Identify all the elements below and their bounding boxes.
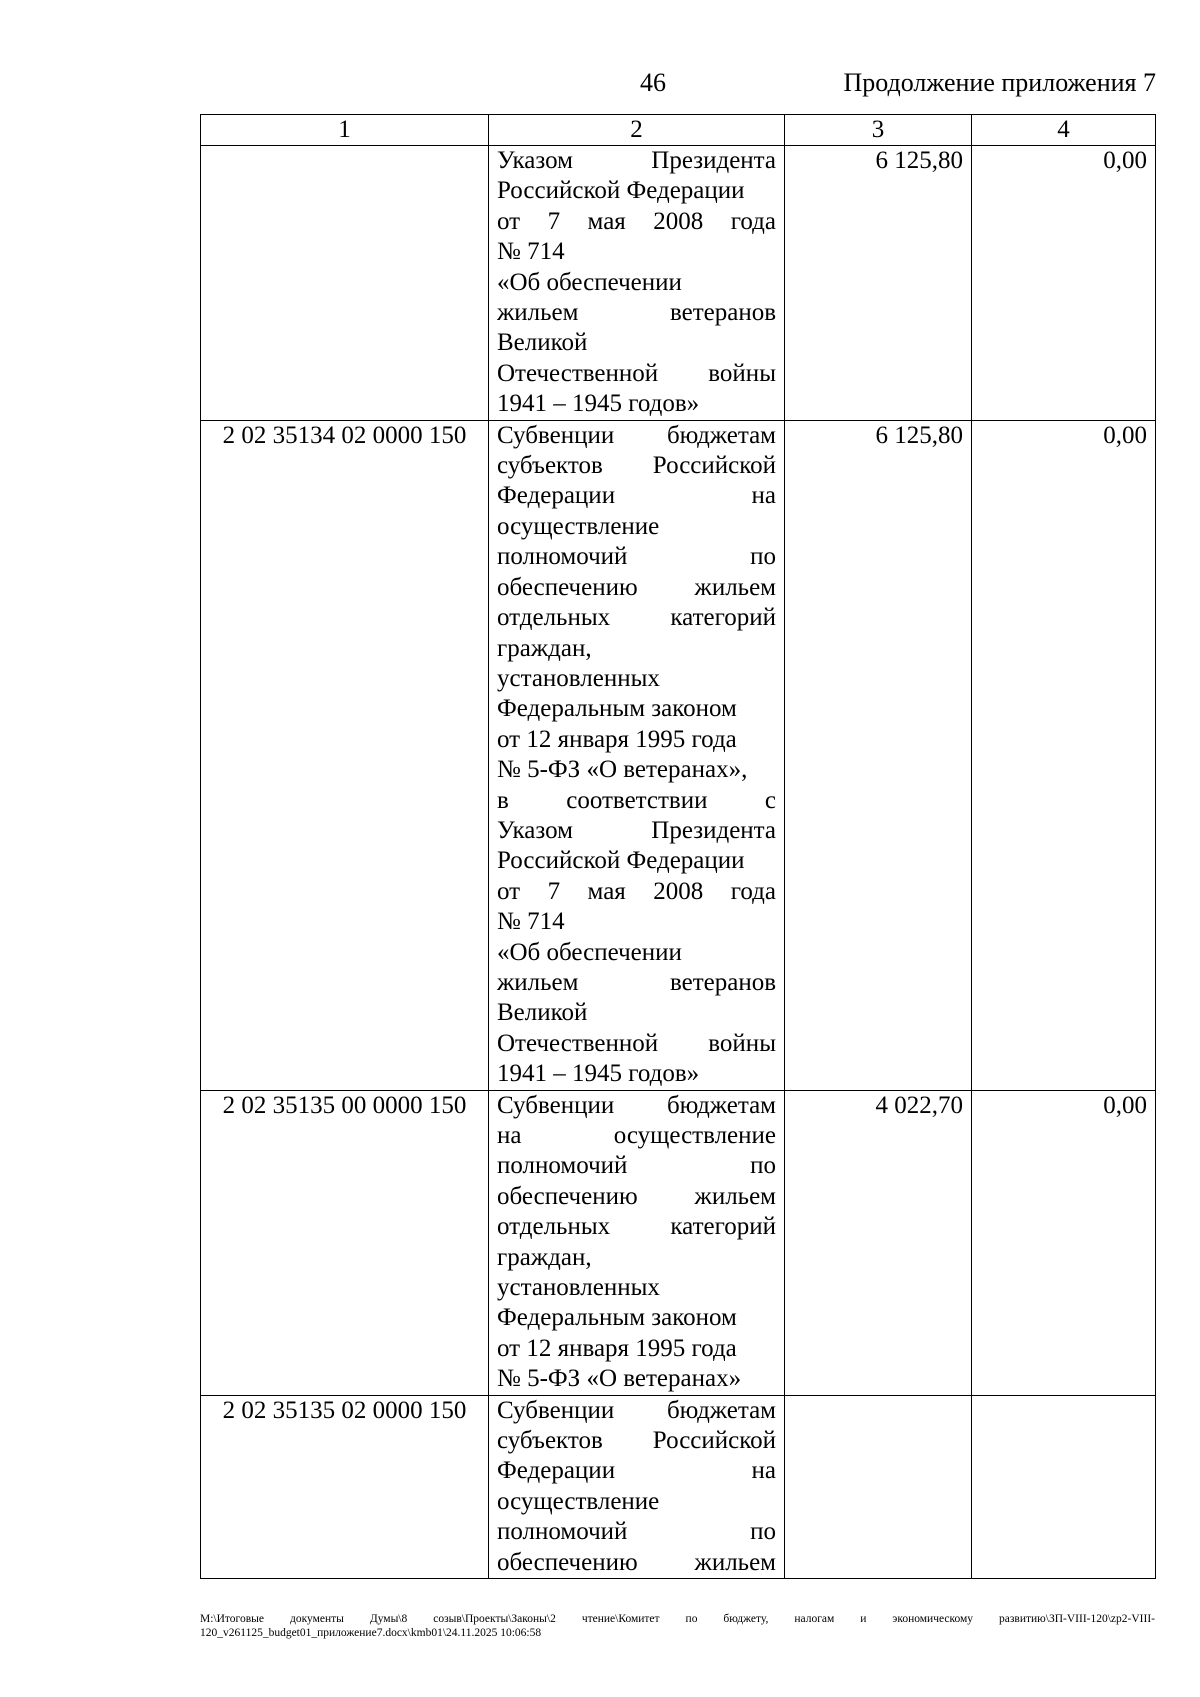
description-line: Великой xyxy=(497,329,588,357)
budget-code-cell xyxy=(201,146,489,421)
description-line: Указом Президента xyxy=(497,147,776,174)
description-line: отдельных категорий xyxy=(497,1213,776,1241)
description-line: «Об обеспечении xyxy=(497,268,682,296)
description-line: полномочий по xyxy=(497,1152,776,1180)
description-line: № 714 xyxy=(497,238,565,266)
description-line: от 7 мая 2008 года xyxy=(497,207,776,235)
description-line: «Об обеспечении xyxy=(497,938,682,966)
description-cell xyxy=(489,1395,785,1578)
description-line: Федерации на xyxy=(497,482,776,510)
description-line: отдельных категорий xyxy=(497,604,776,632)
table-row xyxy=(201,1395,1156,1578)
amount-col3-cell: 4 022,70 xyxy=(785,1090,972,1395)
description-line: в соответствии с xyxy=(497,786,776,814)
budget-code-cell: 2 02 35135 00 0000 150 xyxy=(201,1090,489,1395)
description-line: от 7 мая 2008 года xyxy=(497,877,776,905)
description-line: Субвенции бюджетам xyxy=(497,1091,776,1119)
column-header-4: 4 xyxy=(972,115,1156,146)
description-line: обеспечению жильем xyxy=(497,1548,776,1576)
description-line: жильем ветеранов xyxy=(497,299,776,327)
description-line: установленных xyxy=(497,1274,660,1302)
description-line: обеспечению жильем xyxy=(497,1182,776,1210)
description-line: № 5-ФЗ «О ветеранах», xyxy=(497,756,748,784)
appendix-continuation-label: Продолжение приложения 7 xyxy=(843,68,1156,97)
column-header-3: 3 xyxy=(785,115,972,146)
column-header-1: 1 xyxy=(201,115,489,146)
description-line: на осуществление xyxy=(497,1122,776,1149)
amount-col4-cell xyxy=(972,1395,1156,1578)
description-line: Субвенции бюджетам xyxy=(497,1396,776,1424)
description-line: от 12 января 1995 года xyxy=(497,725,737,753)
description-line: Отечественной войны xyxy=(497,1029,776,1057)
description-line: Отечественной войны xyxy=(497,359,776,387)
description-line: полномочий по xyxy=(497,543,776,571)
amount-col3-cell: 6 125,80 xyxy=(785,146,972,421)
description-line: установленных xyxy=(497,664,660,692)
description-line: Федерации на xyxy=(497,1457,776,1485)
description-line: 1941 – 1945 годов» xyxy=(497,390,700,418)
description-line: осуществление xyxy=(497,512,660,540)
column-header-2: 2 xyxy=(489,115,785,146)
description-cell xyxy=(489,146,785,421)
description-line: Российской Федерации xyxy=(497,847,745,875)
description-line: граждан, xyxy=(497,634,592,662)
amount-col3-cell xyxy=(785,1395,972,1578)
description-line: Федеральным законом xyxy=(497,1304,737,1332)
file-path-line-2: 120_v261125_budget01_приложение7.docx\kmb01\24.11.2025 10:06:58 xyxy=(200,1627,542,1639)
description-line: Великой xyxy=(497,999,588,1027)
description-cell xyxy=(489,1090,785,1395)
file-path-footer xyxy=(200,1612,1155,1640)
description-line: № 714 xyxy=(497,908,565,936)
table-row xyxy=(201,1090,1156,1395)
description-line: субъектов Российской xyxy=(497,452,776,480)
table-header-row xyxy=(201,115,1156,146)
description-line: Российской Федерации xyxy=(497,177,745,205)
table-row xyxy=(201,146,1156,421)
description-line: 1941 – 1945 годов» xyxy=(497,1060,700,1088)
amount-col4-cell: 0,00 xyxy=(972,420,1156,1090)
amount-col3-cell: 6 125,80 xyxy=(785,420,972,1090)
description-line: полномочий по xyxy=(497,1518,776,1546)
amount-col4-cell: 0,00 xyxy=(972,1090,1156,1395)
description-line: осуществление xyxy=(497,1487,660,1515)
description-line: обеспечению жильем xyxy=(497,573,776,601)
table-row xyxy=(201,420,1156,1090)
amount-col4-cell: 0,00 xyxy=(972,146,1156,421)
description-line: Федеральным законом xyxy=(497,695,737,723)
description-line: от 12 января 1995 года xyxy=(497,1334,737,1362)
budget-code-cell: 2 02 35135 02 0000 150 xyxy=(201,1395,489,1578)
file-path-line-1: M:\Итоговые документы Думы\8 созыв\Проекты\Законы\2 чтение\Комитет по бюджету, налогам и экономическому развитию\ЗП-VIII-120\zp2-VIII- xyxy=(200,1613,1155,1625)
description-cell xyxy=(489,420,785,1090)
description-line: жильем ветеранов xyxy=(497,968,776,996)
description-line: граждан, xyxy=(497,1243,592,1271)
description-line: Указом Президента xyxy=(497,816,776,844)
budget-code-cell: 2 02 35134 02 0000 150 xyxy=(201,420,489,1090)
page-number: 46 xyxy=(640,68,666,97)
budget-table xyxy=(200,114,1156,1579)
description-line: № 5-ФЗ «О ветеранах» xyxy=(497,1365,742,1393)
description-line: Субвенции бюджетам xyxy=(497,421,776,449)
description-line: субъектов Российской xyxy=(497,1427,776,1455)
